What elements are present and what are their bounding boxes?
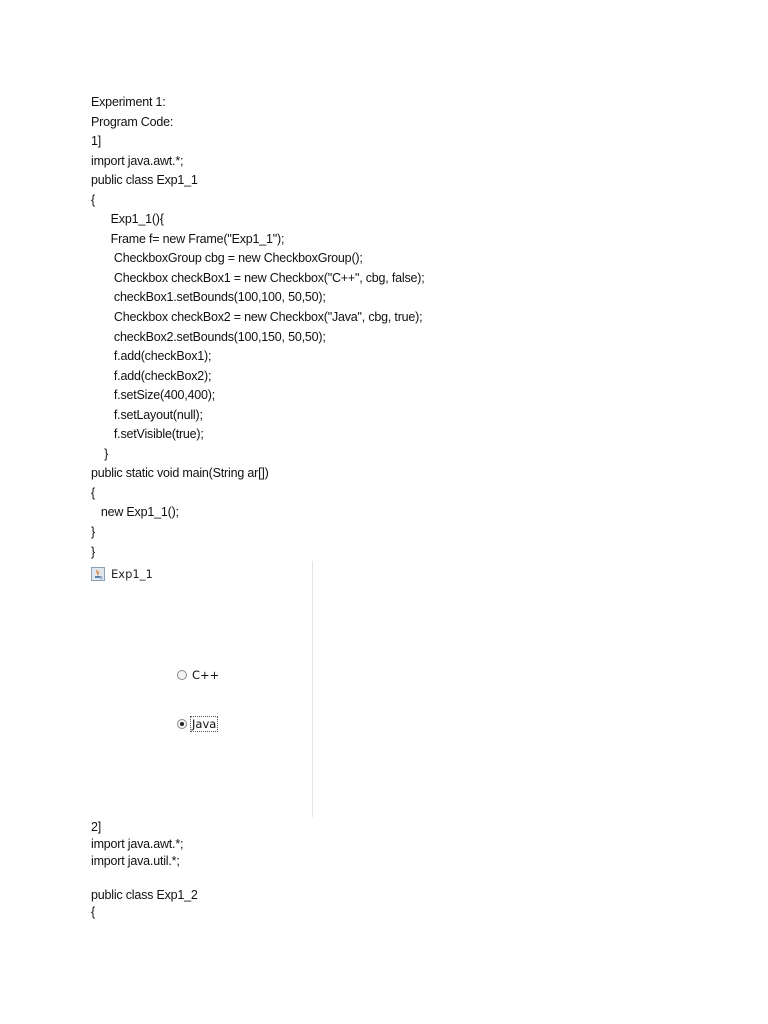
code-listing-2 (91, 819, 198, 921)
checkbox-cpp-label: C++ (192, 668, 220, 682)
code-line: { (91, 192, 95, 207)
code-line: Program Code: (91, 114, 174, 129)
code-line: f.add(checkBox1); (91, 349, 212, 364)
code-line: import java.util.*; (91, 854, 180, 869)
frame-title-bar (91, 565, 153, 583)
radio-java-icon[interactable] (177, 719, 187, 729)
code-line: f.add(checkBox2); (91, 368, 212, 383)
code-line: import java.awt.*; (91, 153, 184, 168)
code-line: { (91, 485, 95, 500)
code-line: checkBox2.setBounds(100,150, 50,50); (91, 329, 326, 344)
code-line: Frame f= new Frame("Exp1_1"); (91, 231, 285, 246)
code-line: public static void main(String ar[]) (91, 466, 269, 481)
code-line: Checkbox checkBox1 = new Checkbox("C++", cbg, false); (91, 270, 425, 285)
code-line: } (91, 446, 109, 461)
code-line: 2] (91, 820, 102, 834)
java-cup-icon (91, 567, 105, 581)
code-line (91, 871, 198, 887)
checkbox-java[interactable] (177, 717, 217, 731)
code-line: import java.awt.*; (91, 837, 184, 852)
code-line: public class Exp1_1 (91, 173, 198, 188)
frame-title-text: Exp1_1 (111, 567, 153, 581)
code-line: f.setLayout(null); (91, 407, 203, 422)
code-line: checkBox1.setBounds(100,100, 50,50); (91, 290, 326, 305)
radio-cpp-icon[interactable] (177, 670, 187, 680)
checkbox-java-label: Java (192, 717, 217, 731)
code-line: new Exp1_1(); (91, 505, 179, 520)
code-line: { (91, 904, 95, 919)
code-line: public class Exp1_2 (91, 887, 198, 902)
code-listing-1 (91, 93, 425, 562)
code-line: Exp1_1(){ (91, 212, 164, 227)
code-line: f.setVisible(true); (91, 427, 204, 442)
code-line: } (91, 525, 95, 540)
code-line: CheckboxGroup cbg = new CheckboxGroup(); (91, 251, 363, 266)
code-line: Checkbox checkBox2 = new Checkbox("Java", cbg, true); (91, 310, 423, 325)
code-line: } (91, 544, 95, 559)
frame-screenshot (88, 561, 313, 817)
checkbox-cpp[interactable] (177, 668, 220, 682)
code-line: Experiment 1: (91, 95, 166, 109)
code-line: f.setSize(400,400); (91, 388, 216, 403)
code-line: 1] (91, 134, 102, 149)
